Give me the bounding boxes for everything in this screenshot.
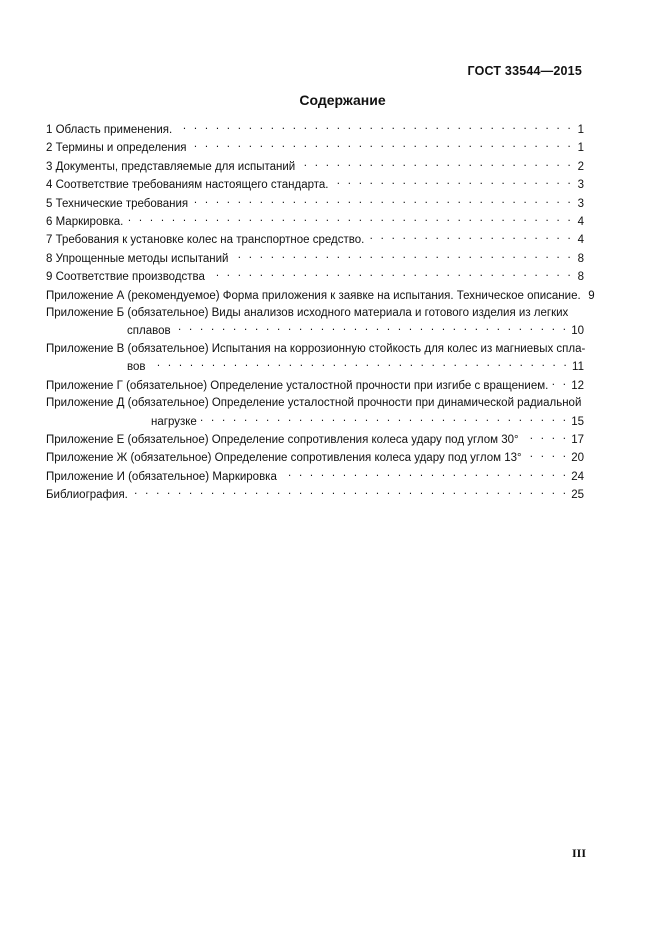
toc-page-number: 2 xyxy=(577,160,584,173)
toc-entry-text: Приложение Д (обязательное) Определение усталостной прочности при динамической радиальной xyxy=(46,397,582,410)
toc-entry-text: Приложение Е (обязательное) Определение сопротивления колеса удару под углом 30° xyxy=(46,433,519,446)
dot-leader xyxy=(522,431,569,443)
toc-entry[interactable] xyxy=(46,287,595,305)
toc-entry-text: 6 Маркировка. xyxy=(46,216,124,229)
dot-leader xyxy=(367,231,573,243)
dot-leader xyxy=(131,486,568,498)
dot-leader xyxy=(149,358,570,370)
toc-page-number: 1 xyxy=(577,124,584,136)
toc-entry[interactable] xyxy=(46,341,584,377)
toc-page-number: 8 xyxy=(577,252,584,265)
dot-leader xyxy=(126,213,573,225)
toc-page-number: 24 xyxy=(571,470,584,483)
toc-entry-text: Библиография. xyxy=(46,489,128,502)
toc-entry-text: Приложение Б (обязательное) Виды анализов исходного материала и готового изделия из легких xyxy=(46,307,569,320)
table-of-contents xyxy=(46,121,595,505)
toc-entry[interactable] xyxy=(46,195,584,213)
dot-leader xyxy=(191,195,573,207)
toc-entry-text: 3 Документы, представляемые для испытаний xyxy=(46,160,296,173)
toc-entry-text: Приложение Г (обязательное) Определение усталостной прочности при изгибе с вращением. xyxy=(46,379,549,392)
toc-page-number: 3 xyxy=(577,179,584,192)
toc-page-number: 8 xyxy=(577,271,584,284)
toc-page-number: 11 xyxy=(572,361,584,374)
toc-entry-text: Приложение И (обязательное) Маркировка xyxy=(46,470,277,483)
toc-page-number: 4 xyxy=(577,216,584,229)
toc-entry[interactable] xyxy=(46,158,584,176)
dot-leader xyxy=(174,322,569,334)
toc-entry[interactable] xyxy=(46,139,584,157)
dot-leader xyxy=(200,413,568,425)
toc-entry[interactable] xyxy=(46,377,584,395)
dot-leader xyxy=(280,468,568,480)
toc-entry[interactable] xyxy=(46,305,584,341)
toc-title: Содержание xyxy=(299,92,386,108)
toc-page-number: 25 xyxy=(571,489,584,502)
toc-entry[interactable] xyxy=(46,231,584,249)
toc-page-number: 9 xyxy=(588,289,595,302)
dot-leader xyxy=(208,268,573,280)
toc-page-number: 17 xyxy=(571,433,584,446)
toc-entry[interactable] xyxy=(46,268,584,286)
toc-entry-text: Приложение В (обязательное) Испытания на коррозионную стойкость для колес из магниевых спла- xyxy=(46,342,586,355)
dot-leader xyxy=(332,176,574,188)
toc-entry-text: 2 Термины и определения xyxy=(46,142,187,155)
toc-page-number: 3 xyxy=(577,197,584,210)
dot-leader xyxy=(231,250,573,262)
toc-entry[interactable] xyxy=(46,121,584,139)
toc-entry-text: 4 Соответствие требованиям настоящего стандарта. xyxy=(46,179,329,192)
toc-entry-text: 5 Технические требования xyxy=(46,197,189,210)
dot-leader xyxy=(190,139,573,151)
toc-entry[interactable] xyxy=(46,213,584,231)
toc-entry-text: Приложение А (рекомендуемое) Форма приложения к заявке на испытания. Техническое описание. xyxy=(46,289,581,302)
toc-page-number: 10 xyxy=(571,325,584,338)
dot-leader xyxy=(298,158,573,170)
toc-entry-text: 7 Требования к установке колес на транспортное средство. xyxy=(46,234,365,247)
toc-entry-text: 9 Соответствие производства xyxy=(46,271,205,284)
toc-page-number: 20 xyxy=(571,452,584,465)
toc-entry[interactable] xyxy=(46,468,584,486)
toc-page-number: 4 xyxy=(577,234,584,247)
toc-entry-text: Приложение Ж (обязательное) Определение сопротивления колеса удару под углом 13° xyxy=(46,452,522,465)
toc-entry[interactable] xyxy=(46,250,584,268)
standard-number: ГОСТ 33544—2015 xyxy=(467,64,582,78)
toc-entry-text-continued: вов xyxy=(127,361,146,374)
toc-entry[interactable] xyxy=(46,176,584,194)
toc-entry-text-continued: нагрузке xyxy=(151,415,197,428)
toc-entry[interactable] xyxy=(46,486,584,504)
toc-entry[interactable] xyxy=(46,431,584,449)
toc-entry[interactable] xyxy=(46,449,584,467)
toc-page-number: 15 xyxy=(571,415,584,428)
toc-entry-text: 1 Область применения. xyxy=(46,124,173,136)
toc-entry-text: 8 Упрощенные методы испытаний xyxy=(46,252,229,265)
dot-leader xyxy=(175,121,573,133)
toc-page-number: 1 xyxy=(577,142,584,155)
dot-leader xyxy=(525,449,569,461)
dot-leader xyxy=(551,377,568,389)
page-number: III xyxy=(572,846,587,860)
toc-page-number: 12 xyxy=(571,379,584,392)
toc-entry-text-continued: сплавов xyxy=(127,325,171,338)
toc-entry[interactable] xyxy=(46,395,584,431)
